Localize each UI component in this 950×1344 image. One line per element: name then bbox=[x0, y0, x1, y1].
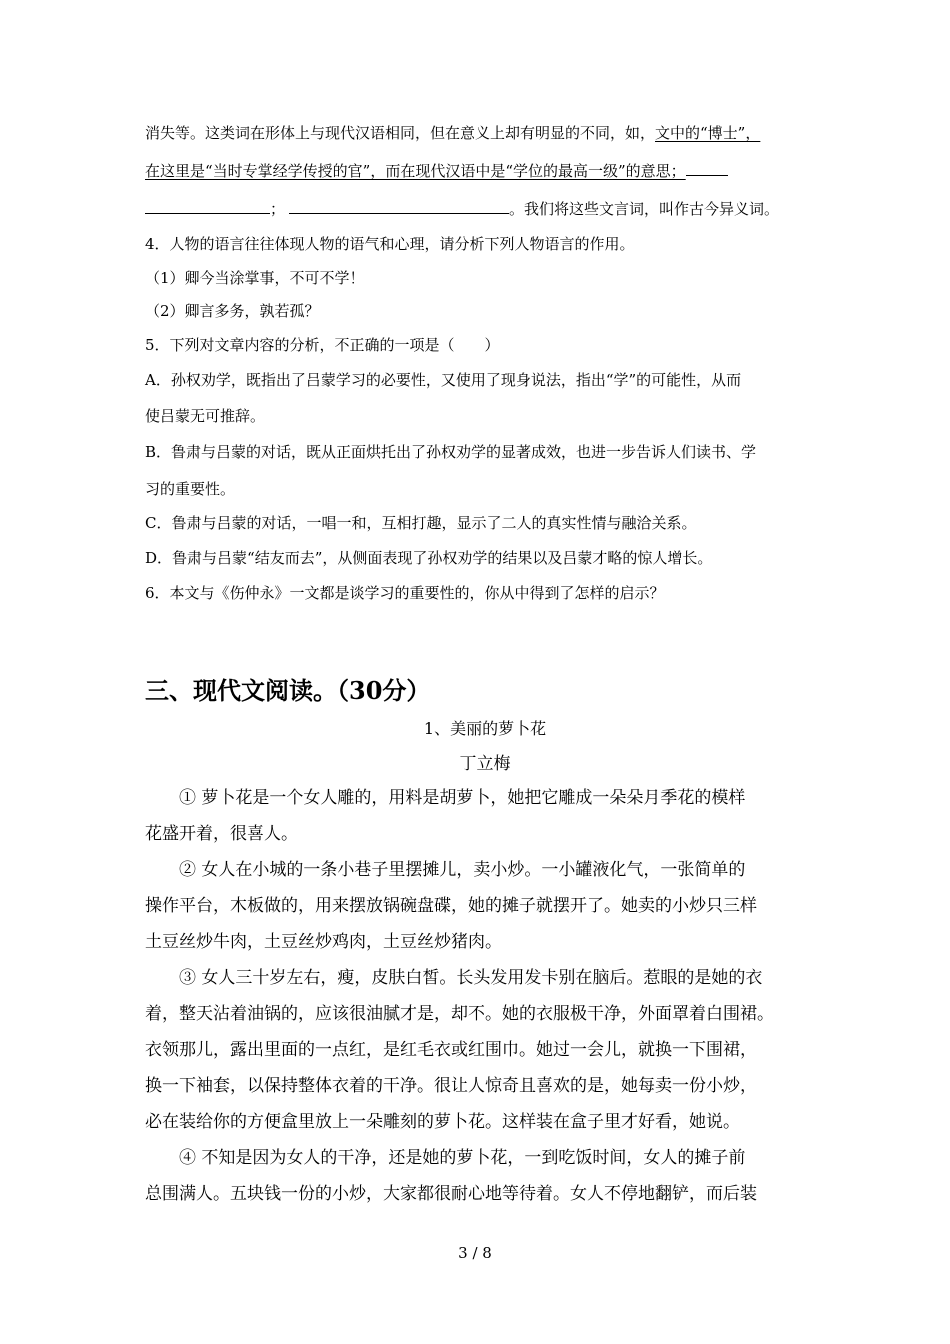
article-author: 丁立梅 bbox=[459, 754, 511, 774]
answer-blank[interactable] bbox=[145, 199, 270, 214]
question-5: 5．下列对文章内容的分析，不正确的一项是（ ） bbox=[145, 336, 500, 354]
option-b-line-1: B．鲁肃与吕蒙的对话，既从正面烘托出了孙权劝学的显著成效，也进一步告诉人们读书、学 bbox=[145, 443, 757, 461]
q3-underlined-text: 文中的“博士”， bbox=[655, 124, 761, 142]
section-heading: 三、现代文阅读。（30分） bbox=[145, 676, 431, 705]
q3-line-3 bbox=[145, 199, 825, 219]
q3-underlined-text: 在这里是“当时专掌经学传授的官”，而在现代汉语中是“学位的最高一级”的意思； bbox=[145, 162, 686, 180]
article-title: 1、美丽的萝卜花 bbox=[423, 719, 547, 738]
paragraph-3-line-5: 必在装给你的方便盒里放上一朵雕刻的萝卜花。这样装在盒子里才好看，她说。 bbox=[145, 1112, 740, 1132]
q3-line-2 bbox=[145, 161, 825, 181]
paragraph-3-line-3: 衣领那儿，露出里面的一点红，是红毛衣或红围巾。她过一会儿，就换一下围裙， bbox=[145, 1040, 757, 1060]
question-6: 6．本文与《伤仲永》一文都是谈学习的重要性的，你从中得到了怎样的启示？ bbox=[145, 584, 665, 602]
q3-text: 消失等。这类词在形体上与现代汉语相同，但在意义上却有明显的不同，如， bbox=[145, 124, 656, 142]
paragraph-2-line-3: 土豆丝炒牛肉，土豆丝炒鸡肉，土豆丝炒猪肉。 bbox=[145, 932, 502, 952]
separator: ； bbox=[270, 200, 286, 218]
paragraph-2-line-2: 操作平台，木板做的，用来摆放锅碗盘碟，她的摊子就摆开了。她卖的小炒只三样 bbox=[145, 896, 757, 916]
option-c: C．鲁肃与吕蒙的对话，一唱一和，互相打趣，显示了二人的真实性情与融洽关系。 bbox=[145, 514, 697, 532]
paragraph-1-line-1: ① 萝卜花是一个女人雕的，用料是胡萝卜，她把它雕成一朵朵月季花的模样 bbox=[145, 788, 746, 808]
paragraph-4-line-2: 总围满人。五块钱一份的小炒，大家都很耐心地等待着。女人不停地翻铲，而后装 bbox=[145, 1184, 757, 1204]
paragraph-1-line-2: 花盛开着，很喜人。 bbox=[145, 824, 298, 844]
option-a-line-2: 使吕蒙无可推辞。 bbox=[145, 407, 266, 425]
q3-line-1 bbox=[145, 123, 825, 143]
q3-end-text: 。我们将这些文言词，叫作古今异义词。 bbox=[509, 200, 780, 218]
paragraph-3-line-4: 换一下袖套，以保持整体衣着的干净。很让人惊奇且喜欢的是，她每卖一份小炒， bbox=[145, 1076, 757, 1096]
paragraph-3-line-1: ③ 女人三十岁左右，瘦，皮肤白皙。长头发用发卡别在脑后。惹眼的是她的衣 bbox=[145, 968, 763, 988]
question-4-item-1: （1）卿今当涂掌事，不可不学！ bbox=[145, 269, 365, 287]
option-b-line-2: 习的重要性。 bbox=[145, 480, 236, 498]
paragraph-4-line-1: ④ 不知是因为女人的干净，还是她的萝卜花，一到吃饭时间，女人的摊子前 bbox=[145, 1148, 746, 1168]
option-d: D．鲁肃与吕蒙“结友而去”，从侧面表现了孙权劝学的结果以及吕蒙才略的惊人增长。 bbox=[145, 549, 713, 567]
page-number: 3 / 8 bbox=[458, 1244, 492, 1262]
answer-blank[interactable] bbox=[686, 161, 728, 176]
option-a-line-1: A．孙权劝学，既指出了吕蒙学习的必要性，又使用了现身说法，指出“学”的可能性，从而 bbox=[145, 371, 742, 389]
paragraph-2-line-1: ② 女人在小城的一条小巷子里摆摊儿，卖小炒。一小罐液化气，一张简单的 bbox=[145, 860, 746, 880]
question-4: 4．人物的语言往往体现人物的语气和心理，请分析下列人物语言的作用。 bbox=[145, 235, 635, 253]
paragraph-3-line-2: 着，整天沾着油锅的，应该很油腻才是，却不。她的衣服极干净，外面罩着白围裙。 bbox=[145, 1004, 774, 1024]
question-4-item-2: （2）卿言多务，孰若孤？ bbox=[145, 302, 320, 320]
answer-blank[interactable] bbox=[289, 199, 509, 214]
